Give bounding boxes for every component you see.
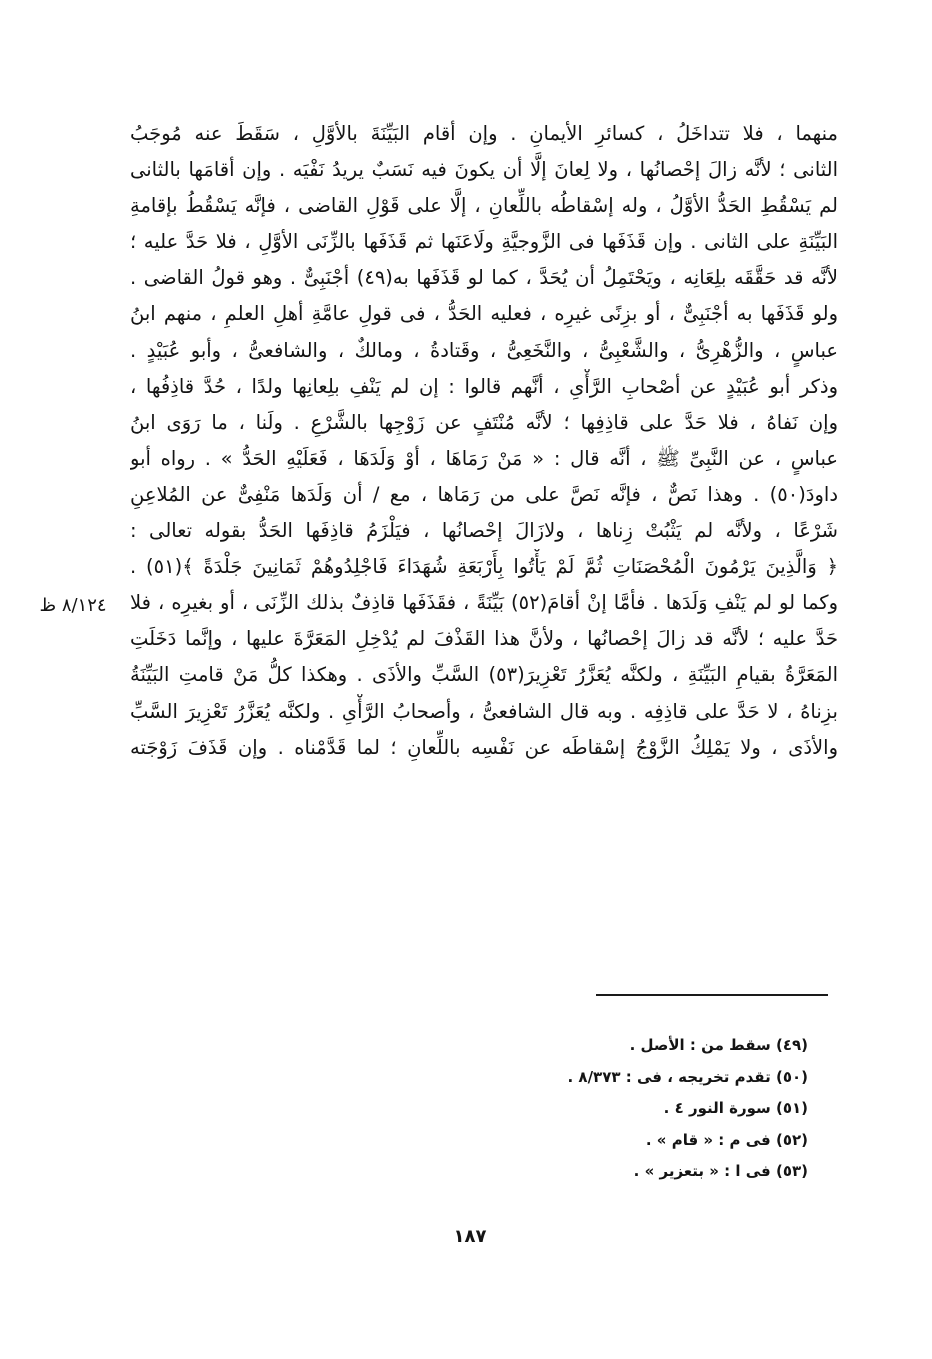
footnote: (٥١) سورة النور ٤ . — [663, 1099, 808, 1117]
footnotes — [380, 1030, 808, 1188]
footnote: (٥٠) تقدم تخريجه ، فى : ٨/٣٧٣ . — [567, 1067, 808, 1086]
text-line: بزِناهُ ، لا حَدَّ على قاذِفِه . وبه قال الشافعىُّ ، وأصحابُ الرَّأْىِ . ولكنَّه يُعَزَّرُ تَعْزِيرَ السَّبِّ — [130, 699, 838, 723]
text-line: عباسٍ ، عن النَّبِىِّ ﷺ ، أنَّه قال : « مَنْ رَمَاهَا ، أوْ وَلَدَهَا ، فَعَلَيْهِ الحَدُّ » . رواه أبو — [130, 446, 838, 470]
text-line: وكما لو لم يَنْفِ وَلَدَها . فأمَّا إنْ أقامَ(٥٢) بَيِّنَةً ، فقَذَفَها قاذِفٌ بذلك الزِّنَى ، أو بغيرِه ، فلا — [130, 591, 838, 615]
footnote: (٥٢) فى م : « قام » . — [645, 1130, 808, 1149]
text-line: شَرْعًا ، ولأنَّه لم يَثْبُتْ زِناها ، ولازَالَ إحْصانُها ، فيَلْزَمُ قاذِفَها الحَدُّ بقوله تعالى : — [130, 519, 838, 543]
text-line: لأنَّه قد حَقَّقَه بلِعَانِه ، ويَحْتَمِلُ أن يُحَدَّ ، كما لو قَذَفَها به(٤٩) أجْنَبِىٌّ . وهو قولُ القاضى . — [130, 266, 838, 290]
text-line: لم يَسْقُطِ الحَدُّ الأوَّلُ ، وله إسْقاطُه باللِّعانِ ، إلَّا على قَوْلِ القاضى ، فإنَّه يَسْقُطُ بإقامةِ — [130, 194, 838, 218]
text-line: الثانى ؛ لأنَّه زالَ إحْصانُها ، ولا لِعانَ إلَّا أن يكونَ فيه نَسَبٌ يريدُ نَفْيَه . وإن أقامَها بالثانى — [130, 158, 838, 182]
text-line: ولو قَذَفَها به أجْنَبِىٌّ ، أو بزِنًى غيرِه ، فعليه الحَدُّ ، فى قولِ عامَّةِ أهلِ العلمِ ، منهم ابنُ — [130, 302, 838, 326]
text-line: والأذَى ، ولا يَمْلِكُ الزَّوْجُ إسْقاطَه عن نَفْسِه باللِّعانِ ؛ لما قَدَّمْناه . وإن قَذَفَ زَوْجَته — [130, 735, 838, 759]
text-line: حَدَّ عليه ؛ لأنَّه قد زالَ إحْصانُها ، ولأنَّ هذا القَذْفَ لم يُدْخِلِ المَعَرَّةَ عليها ، وإنَّما دَخَلَتِ — [130, 627, 838, 651]
text-line: عباسٍ ، والزُّهْرِىُّ ، والشَّعْبِىُّ ، والنَّخَعِىُّ ، وقَتادةُ ، ومالكٌ ، والشافعىُّ ، وأبو عُبَيْدٍ . — [130, 338, 838, 362]
footnote-separator — [596, 994, 828, 996]
text-line: وذكر أبو عُبَيْدٍ عن أصْحابِ الرَّأْىِ ، أنَّهم قالوا : إن لم يَنْفِ بلِعانِها ولدًا ، حُدَّ قاذِفُها ، — [130, 374, 838, 398]
text-line: وإن نَفاهُ ، فلا حَدَّ على قاذِفِها ؛ لأنَّه مُنْتَفٍ عن زَوْجِها بالشَّرْعِ . ولَنا ، ما رَوَى ابنُ — [130, 410, 838, 434]
text-line: داودَ(٥٠) . وهذا نَصٌّ ، فإنَّه نَصَّ على من رَمَاها ، مع / أن وَلَدَها مَنْفِىٌّ عن المُلاعِنِ — [130, 482, 838, 506]
text-line: البَيِّنَةِ على الثانى . وإن قَذَفَها فى الزَّوجيَّةِ ولَاعَنَها ثم قَذَفَها بالزِّنَى الأوَّلِ ، فلا حَدَّ عليه ؛ — [130, 230, 838, 254]
footnote: (٤٩) سقط من : الأصل . — [629, 1036, 808, 1054]
text-line: المَعَرَّةُ بقيامِ البَيِّنَةِ ، ولكنَّه يُعَزَّرُ تَعْزِيرَ(٥٣) السَّبِّ والأذَى . وهكذا كلُّ مَنْ قامتِ البَيِّنَةُ — [130, 663, 838, 687]
main-text — [130, 116, 838, 766]
page-number: ١٨٧ — [453, 1226, 487, 1247]
quran-verse-line: ﴿ وَالَّذِينَ يَرْمُونَ الْمُحْصَنَاتِ ثُمَّ لَمْ يَأْتُوا بِأَرْبَعَةِ شُهَدَاءَ فَاجْلِدُوهُمْ ثَمَانِينَ جَلْدَةً ﴾(٥١) . — [130, 555, 838, 579]
footnote: (٥٣) فى ا : « بتعزير » . — [633, 1162, 808, 1180]
text-line: منهما ، فلا تتداخَلُ ، كسائرِ الأيمانِ . وإن أقام البَيِّنَةَ بالأوَّلِ ، سَقَطَ عنه مُوجَبُ — [130, 122, 838, 145]
manuscript-folio-marker: ٨/١٢٤ ظ — [39, 595, 107, 616]
